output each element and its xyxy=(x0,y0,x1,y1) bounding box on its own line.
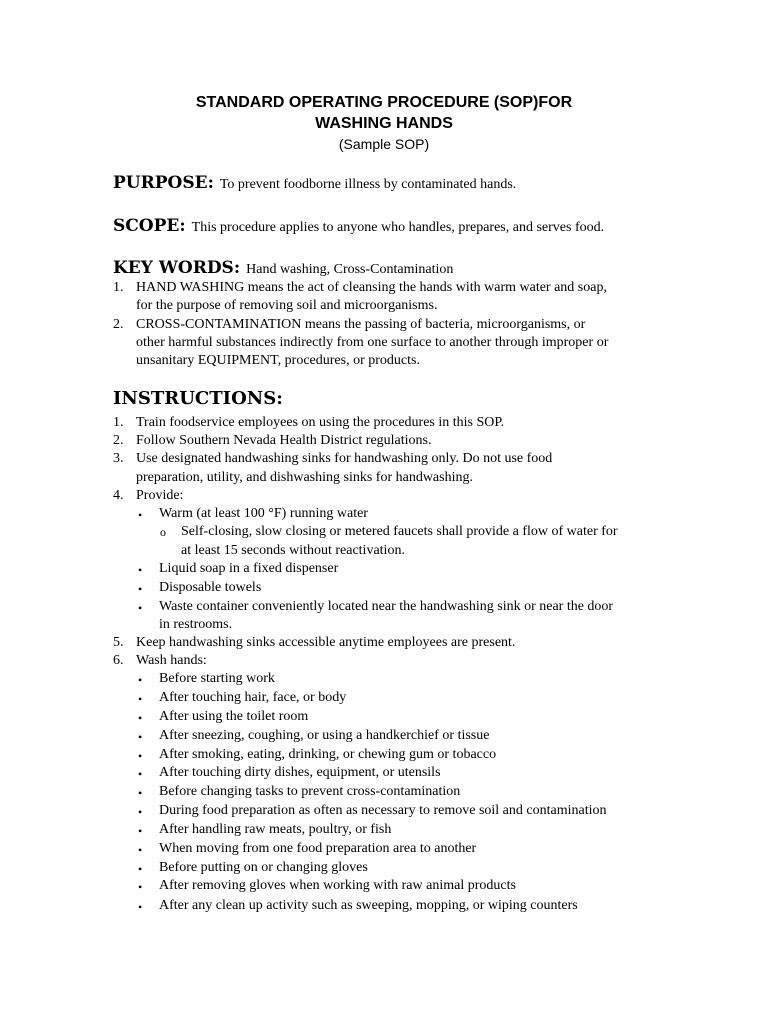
wash-hands-item: After touching hair, face, or body xyxy=(159,690,347,705)
wash-hands-item: During food preparation as often as necessary to remove soil and contamination xyxy=(159,803,607,818)
wash-hands-item: After any clean up activity such as sweeping, mopping, or wiping counters xyxy=(159,898,578,913)
keyword-line: CROSS-CONTAMINATION means the passing of bacteria, microorganisms, or xyxy=(136,317,586,332)
keyword-line: for the purpose of removing soil and microorganisms. xyxy=(136,298,438,313)
provide-item: Disposable towels xyxy=(159,580,262,595)
bullet-icon: • xyxy=(138,673,143,687)
wash-hands-item: After removing gloves when working with raw animal products xyxy=(159,878,516,893)
instruction-line: preparation, utility, and dishwashing sinks for handwashing. xyxy=(136,470,473,485)
wash-hands-item: After using the toilet room xyxy=(159,709,309,724)
wash-hands-item: Before starting work xyxy=(159,671,275,686)
keywords-text: Hand washing, Cross-Contamination xyxy=(246,262,454,277)
keyword-line: unsanitary EQUIPMENT, procedures, or products. xyxy=(136,353,420,368)
provide-item: Liquid soap in a fixed dispenser xyxy=(159,561,339,576)
bullet-icon: • xyxy=(138,730,143,744)
bullet-icon: • xyxy=(138,880,143,894)
instruction-number: 2. xyxy=(113,433,124,448)
keywords-section xyxy=(113,258,453,278)
instruction-line: Follow Southern Nevada Health District regulations. xyxy=(136,433,432,448)
instruction-line: Train foodservice employees on using the procedures in this SOP. xyxy=(136,415,505,430)
document-subtitle: (Sample SOP) xyxy=(338,136,430,152)
bullet-icon: • xyxy=(138,862,143,876)
provide-item: Waste container conveniently located near the handwashing sink or near the door xyxy=(159,599,614,614)
bullet-icon: • xyxy=(138,508,143,522)
keywords-heading: KEY WORDS: xyxy=(113,258,241,278)
instruction-line: Wash hands: xyxy=(136,653,207,668)
bullet-icon: • xyxy=(138,711,143,725)
wash-hands-item: When moving from one food preparation area to another xyxy=(159,841,477,856)
keyword-number: 1. xyxy=(113,280,124,295)
document-title-line2: WASHING HANDS xyxy=(315,115,453,132)
instruction-line: Keep handwashing sinks accessible anytime employees are present. xyxy=(136,635,516,650)
keyword-line: HAND WASHING means the act of cleansing the hands with warm water and soap, xyxy=(136,280,607,295)
wash-hands-item: After handling raw meats, poultry, or fish xyxy=(159,822,392,837)
scope-text: This procedure applies to anyone who handles, prepares, and serves food. xyxy=(191,220,605,235)
instruction-line: Use designated handwashing sinks for handwashing only. Do not use food xyxy=(136,451,553,466)
wash-hands-item: After sneezing, coughing, or using a handkerchief or tissue xyxy=(159,728,490,743)
wash-hands-item: After smoking, eating, drinking, or chewing gum or tobacco xyxy=(159,747,497,762)
bullet-icon: • xyxy=(138,824,143,838)
instruction-number: 6. xyxy=(113,653,124,668)
wash-hands-item: After touching dirty dishes, equipment, or utensils xyxy=(159,765,441,780)
instruction-number: 5. xyxy=(113,635,124,650)
instruction-number: 3. xyxy=(113,451,124,466)
purpose-text: To prevent foodborne illness by contaminated hands. xyxy=(219,177,517,192)
document-title-line1: STANDARD OPERATING PROCEDURE (SOP)FOR xyxy=(195,94,573,111)
instructions-heading: INSTRUCTIONS: xyxy=(113,388,283,409)
bullet-icon: • xyxy=(138,900,143,914)
purpose-section xyxy=(113,173,516,193)
bullet-icon: • xyxy=(138,563,143,577)
bullet-icon: • xyxy=(138,582,143,596)
bullet-icon: • xyxy=(138,749,143,763)
scope-heading: SCOPE: xyxy=(113,216,186,236)
bullet-icon: • xyxy=(138,805,143,819)
provide-subitem: Self-closing, slow closing or metered faucets shall provide a flow of water for xyxy=(181,524,618,539)
keyword-line: other harmful substances indirectly from one surface to another through improper or xyxy=(136,335,609,350)
keyword-number: 2. xyxy=(113,317,124,332)
bullet-icon: • xyxy=(138,786,143,800)
instruction-line: Provide: xyxy=(136,488,184,503)
provide-item: in restrooms. xyxy=(159,617,233,632)
sub-bullet-icon: o xyxy=(160,525,166,539)
instruction-number: 1. xyxy=(113,415,124,430)
bullet-icon: • xyxy=(138,843,143,857)
bullet-icon: • xyxy=(138,767,143,781)
provide-item: Warm (at least 100 °F) running water xyxy=(159,506,368,521)
purpose-heading: PURPOSE: xyxy=(113,173,214,193)
wash-hands-item: Before putting on or changing gloves xyxy=(159,860,368,875)
wash-hands-item: Before changing tasks to prevent cross-contamination xyxy=(159,784,461,799)
scope-section xyxy=(113,216,604,236)
provide-subitem: at least 15 seconds without reactivation. xyxy=(181,543,405,558)
bullet-icon: • xyxy=(138,692,143,706)
bullet-icon: • xyxy=(138,601,143,615)
instruction-number: 4. xyxy=(113,488,124,503)
